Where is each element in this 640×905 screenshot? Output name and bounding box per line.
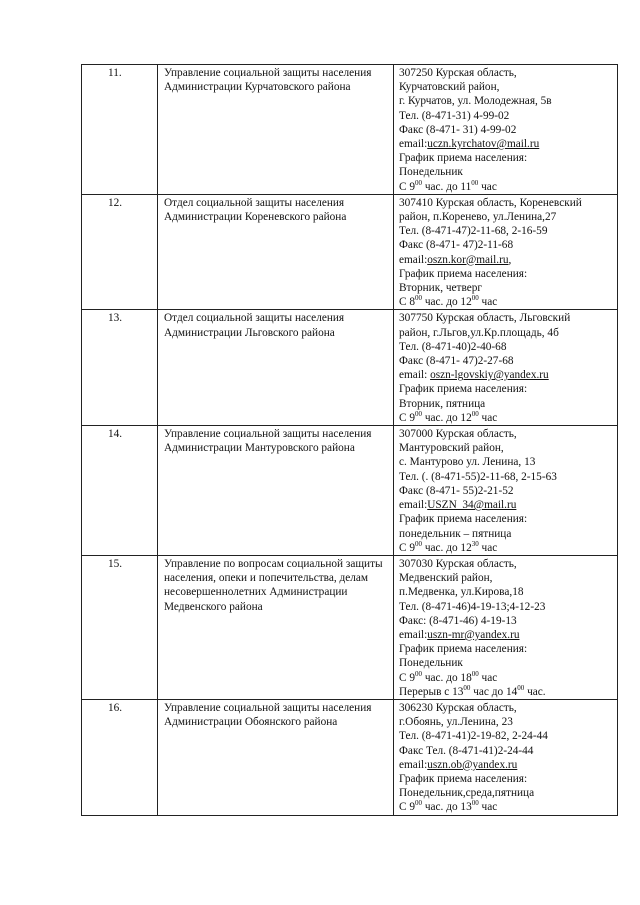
contact-text: График приема населения: <box>399 643 528 656</box>
contact-line <box>399 66 613 80</box>
contact-line <box>399 744 613 758</box>
contact-text: Факс (8-471- 31) 4-99-02 <box>399 123 517 136</box>
contact-line <box>399 196 613 210</box>
time-minutes: 00 <box>471 409 479 418</box>
contact-line <box>399 600 613 614</box>
contact-text: 307750 Курская область, Льговский <box>399 312 571 325</box>
schedule-text: час. до 12 <box>422 411 472 424</box>
contact-line <box>399 614 613 628</box>
table-row <box>82 65 618 195</box>
contact-text: 307000 Курская область, <box>399 428 517 441</box>
schedule-text: час <box>478 411 498 424</box>
contact-line <box>399 427 613 441</box>
email-link[interactable]: uszn-mr@yandex.ru <box>427 628 520 641</box>
schedule-text: С 9 <box>399 541 416 554</box>
schedule-text: С 9 <box>399 671 416 684</box>
contact-line <box>399 109 613 123</box>
email-link[interactable]: uczn.kyrchatov@mail.ru <box>427 138 540 151</box>
contact-text: Факс (8-471- 55)2-21-52 <box>399 484 514 497</box>
time-minutes: 00 <box>471 178 479 187</box>
schedule-time <box>399 685 613 699</box>
organization-name: Управление социальной защиты населения Администрации Курчатовского района <box>158 65 394 195</box>
table-row <box>82 310 618 426</box>
time-minutes: 00 <box>415 799 423 808</box>
contact-line <box>399 94 613 108</box>
contact-text: Тел. (. (8-471-55)2-11-68, 2-15-63 <box>399 470 557 483</box>
contact-line <box>399 484 613 498</box>
contact-text: Понедельник <box>399 657 463 670</box>
contact-text: Факс: (8-471-46) 4-19-13 <box>399 614 517 627</box>
time-minutes: 00 <box>415 409 423 418</box>
schedule-time <box>399 411 613 425</box>
contact-line <box>399 527 613 541</box>
contact-line <box>399 210 613 224</box>
schedule-text: час. до 13 <box>422 801 472 814</box>
schedule-text: С 9 <box>399 801 416 814</box>
contact-details <box>394 194 618 310</box>
schedule-text: час. до 18 <box>422 671 472 684</box>
table-row <box>82 555 618 699</box>
contact-text: 307030 Курская область, <box>399 557 517 570</box>
contact-line <box>399 267 613 281</box>
time-minutes: 00 <box>415 294 423 303</box>
organization-name: Отдел социальной защиты населения Администрации Кореневского района <box>158 194 394 310</box>
contact-text: 307410 Курская область, Кореневский <box>399 196 582 209</box>
contact-line <box>399 470 613 484</box>
contact-text: Тел. (8-471-46)4-19-13;4-12-23 <box>399 600 546 613</box>
contact-line <box>399 238 613 252</box>
contact-text: График приема населения: <box>399 772 528 785</box>
contact-text: График приема населения: <box>399 152 528 165</box>
contact-line <box>399 165 613 179</box>
email-label: email: <box>399 499 428 512</box>
contact-text: Вторник, пятница <box>399 397 486 410</box>
email-label: email: <box>399 628 428 641</box>
row-number: 13. <box>82 310 158 426</box>
contact-line <box>399 715 613 729</box>
contact-text: Факс (8-471- 47)2-27-68 <box>399 355 514 368</box>
contact-line <box>399 786 613 800</box>
email-label: email: <box>399 253 428 266</box>
schedule-text: С 9 <box>399 411 416 424</box>
contact-text: Факс Тел. (8-471-41)2-24-44 <box>399 744 534 757</box>
contact-text: Медвенский район, <box>399 572 493 585</box>
schedule-text: час <box>478 671 498 684</box>
contact-line <box>399 326 613 340</box>
contact-line <box>399 281 613 295</box>
schedule-text: час <box>478 541 498 554</box>
contact-details <box>394 310 618 426</box>
schedule-time <box>399 800 613 814</box>
schedule-time <box>399 180 613 194</box>
row-number: 12. <box>82 194 158 310</box>
contact-text: Тел. (8-471-41)2-19-82, 2-24-44 <box>399 730 548 743</box>
time-minutes: 00 <box>517 683 525 692</box>
contact-text: Факс (8-471- 47)2-11-68 <box>399 239 514 252</box>
time-minutes: 00 <box>471 669 479 678</box>
schedule-text: С 9 <box>399 180 416 193</box>
contact-line <box>399 729 613 743</box>
table-row <box>82 426 618 556</box>
contact-text: Тел. (8-471-31) 4-99-02 <box>399 109 510 122</box>
schedule-text: час. <box>524 685 546 698</box>
schedule-text: час <box>478 180 497 193</box>
row-number: 14. <box>82 426 158 556</box>
time-minutes: 00 <box>471 294 479 303</box>
table-body <box>82 65 618 816</box>
table-row <box>82 194 618 310</box>
schedule-text: час <box>478 801 498 814</box>
email-line <box>399 628 613 642</box>
contact-line <box>399 397 613 411</box>
contact-line <box>399 311 613 325</box>
email-label: email: <box>399 369 431 382</box>
schedule-text: час до 14 <box>470 685 518 698</box>
schedule-text: час. до 12 <box>422 296 472 309</box>
contact-details <box>394 555 618 699</box>
contact-text: График приема населения: <box>399 513 528 526</box>
contact-text: Тел. (8-471-40)2-40-68 <box>399 340 507 353</box>
contact-line <box>399 557 613 571</box>
contact-details <box>394 65 618 195</box>
schedule-text: С 8 <box>399 296 416 309</box>
contact-text: район, г.Льгов,ул.Кр.площадь, 4б <box>399 326 559 339</box>
punctuation: , <box>508 253 512 266</box>
time-minutes: 00 <box>463 683 471 692</box>
contact-line <box>399 585 613 599</box>
email-line <box>399 253 613 267</box>
contact-text: Вторник, четверг <box>399 282 483 295</box>
contact-line <box>399 123 613 137</box>
organization-name: Отдел социальной защиты населения Администрации Льговского района <box>158 310 394 426</box>
schedule-text: час. до 12 <box>422 541 472 554</box>
contact-text: с. Мантурово ул. Ленина, 13 <box>399 456 536 469</box>
time-minutes: 00 <box>415 669 423 678</box>
time-minutes: 00 <box>415 539 423 548</box>
contact-text: Курчатовский район, <box>399 81 500 94</box>
contact-details <box>394 426 618 556</box>
email-line <box>399 758 613 772</box>
schedule-time <box>399 671 613 685</box>
email-label: email: <box>399 758 428 771</box>
email-label: email: <box>399 138 428 151</box>
contact-text: 307250 Курская область, <box>399 67 517 79</box>
contact-text: понедельник – пятница <box>399 527 512 540</box>
email-link[interactable]: uszn.ob@yandex.ru <box>427 758 518 771</box>
contact-line <box>399 382 613 396</box>
contact-line <box>399 224 613 238</box>
organization-name: Управление социальной защиты населения Администрации Мантуровского района <box>158 426 394 556</box>
contact-line <box>399 354 613 368</box>
table-row <box>82 699 618 815</box>
row-number: 11. <box>82 65 158 195</box>
contact-line <box>399 772 613 786</box>
contact-line <box>399 455 613 469</box>
time-minutes: 00 <box>471 799 479 808</box>
contact-text: График приема населения: <box>399 383 528 396</box>
contact-text: Мантуровский район, <box>399 442 504 455</box>
contact-text: Понедельник,среда,пятница <box>399 787 535 800</box>
time-minutes: 00 <box>415 178 423 187</box>
schedule-time <box>399 295 613 309</box>
contact-line <box>399 340 613 354</box>
row-number: 16. <box>82 699 158 815</box>
contact-line <box>399 441 613 455</box>
contact-line <box>399 151 613 165</box>
contact-line <box>399 656 613 670</box>
organization-name: Управление социальной защиты населения Администрации Обоянского района <box>158 699 394 815</box>
contact-line <box>399 701 613 715</box>
contact-text: г.Обоянь, ул.Ленина, 23 <box>399 716 513 729</box>
contact-text: район, п.Коренево, ул.Ленина,27 <box>399 211 557 224</box>
schedule-text: Перерыв с 13 <box>399 685 464 698</box>
contact-text: г. Курчатов, ул. Молодежная, 5в <box>399 95 552 108</box>
contact-text: Понедельник <box>399 166 463 179</box>
email-link[interactable]: oszn-lgovskiy@yandex.ru <box>430 369 549 382</box>
email-line <box>399 498 613 512</box>
contact-text: п.Медвенка, ул.Кирова,18 <box>399 586 524 599</box>
contact-text: График приема населения: <box>399 267 528 280</box>
row-number: 15. <box>82 555 158 699</box>
contact-line <box>399 80 613 94</box>
schedule-text: час. до 11 <box>422 180 472 193</box>
contact-line <box>399 512 613 526</box>
time-minutes: 30 <box>471 539 479 548</box>
email-line <box>399 368 613 382</box>
schedule-text: час <box>478 296 498 309</box>
contact-line <box>399 642 613 656</box>
email-link[interactable]: USZN_34@mail.ru <box>427 499 517 512</box>
contact-text: Тел. (8-471-47)2-11-68, 2-16-59 <box>399 225 548 238</box>
organization-name: Управление по вопросам социальной защиты населения, опеки и попечительства, делам несовершеннолетних Администрации Медвенского района <box>158 555 394 699</box>
contact-text: 306230 Курская область, <box>399 701 517 714</box>
contact-line <box>399 571 613 585</box>
contact-details <box>394 699 618 815</box>
email-link[interactable]: oszn.kor@mail.ru <box>427 253 509 266</box>
schedule-time <box>399 541 613 555</box>
contacts-table <box>81 64 618 816</box>
email-line <box>399 137 613 151</box>
